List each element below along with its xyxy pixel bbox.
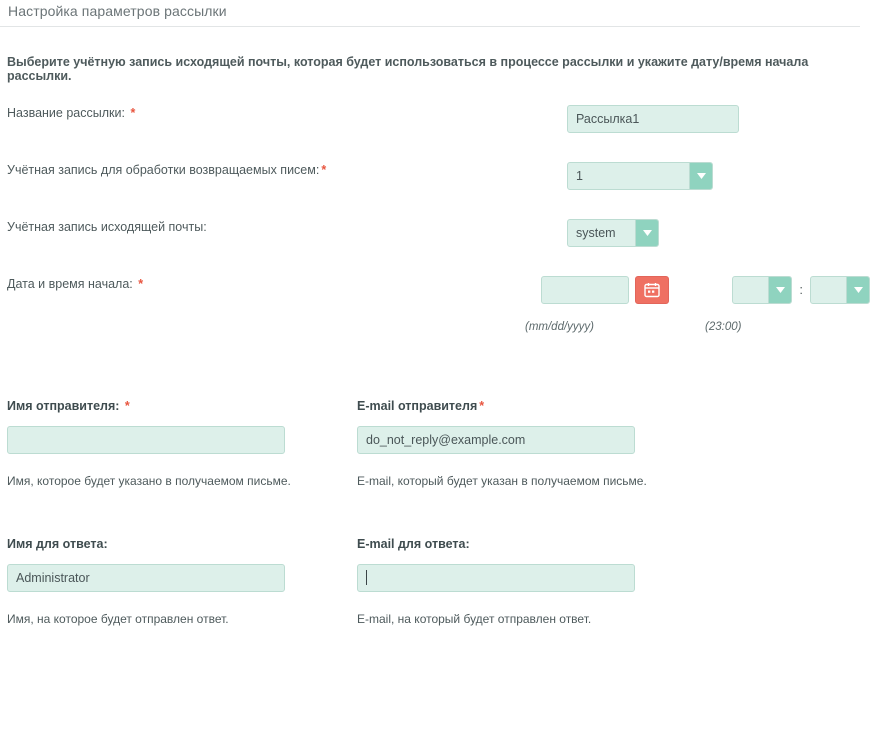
calendar-icon[interactable]	[635, 276, 669, 304]
start-datetime-label	[0, 276, 541, 292]
required-mark: *	[130, 106, 136, 120]
start-datetime-label-text: Дата и время начала:	[7, 277, 133, 291]
sender-name-field	[7, 399, 357, 488]
sender-row	[7, 399, 870, 488]
reply-row	[7, 537, 870, 626]
sender-email-note: E-mail, который будет указан в получаемом письме.	[357, 474, 647, 488]
mailing-name-label-text: Название рассылки:	[7, 106, 125, 120]
chevron-down-icon[interactable]	[768, 277, 791, 303]
chevron-down-icon[interactable]	[635, 220, 658, 246]
mailing-name-control	[567, 105, 870, 133]
date-format-hint: (mm/dd/yyyy)	[525, 321, 594, 333]
reply-email-field	[357, 537, 870, 626]
sender-email-input[interactable]	[357, 426, 635, 454]
start-hour-select[interactable]	[732, 276, 792, 304]
page-header	[0, 0, 860, 27]
bounce-account-label-text: Учётная запись для обработки возвращаемых писем:	[7, 163, 320, 177]
start-date-input[interactable]	[541, 276, 629, 304]
outgoing-account-select[interactable]	[567, 219, 659, 247]
bounce-account-label	[0, 162, 567, 178]
reply-email-input-wrap	[357, 564, 635, 592]
time-format-hint: (23:00)	[705, 321, 742, 333]
datetime-hints	[0, 321, 870, 343]
page-title: Настройка параметров рассылки	[8, 3, 227, 19]
text-caret	[366, 570, 367, 585]
sender-name-input[interactable]	[7, 426, 285, 454]
outgoing-account-control	[567, 219, 870, 247]
row-outgoing-account	[0, 219, 870, 247]
start-datetime-control	[541, 276, 870, 304]
sender-email-label-text: E-mail отправителя	[357, 399, 478, 413]
sender-name-label	[7, 399, 357, 413]
required-mark: *	[138, 277, 144, 291]
chevron-down-icon[interactable]	[689, 163, 712, 189]
required-mark: *	[124, 399, 130, 413]
time-separator: :	[799, 282, 803, 297]
reply-email-note: E-mail, на который будет отправлен ответ.	[357, 612, 592, 626]
row-mailing-name	[0, 105, 870, 133]
mailing-name-label	[0, 105, 567, 121]
top-form	[0, 83, 870, 343]
outgoing-account-label-text: Учётная запись исходящей почты:	[7, 220, 207, 234]
outgoing-account-label	[0, 219, 567, 235]
start-minute-value	[811, 277, 846, 303]
row-start-datetime	[0, 276, 870, 304]
row-bounce-account	[0, 162, 870, 190]
reply-email-input[interactable]	[357, 564, 635, 592]
reply-email-label: E-mail для ответа:	[357, 537, 470, 551]
time-pickers	[732, 276, 870, 304]
sender-name-note: Имя, которое будет указано в получаемом письме.	[7, 474, 291, 488]
reply-name-input[interactable]	[7, 564, 285, 592]
outgoing-account-value: system	[576, 226, 616, 240]
bounce-account-value: 1	[576, 169, 583, 183]
intro-text: Выберите учётную запись исходящей почты, которая будет использоваться в процессе рассылки и укажите дату/время начала рассылки.	[7, 55, 809, 83]
mailing-name-input[interactable]	[567, 105, 739, 133]
sender-email-field	[357, 399, 870, 488]
bounce-account-control	[567, 162, 870, 190]
start-minute-select[interactable]	[810, 276, 870, 304]
required-mark: *	[321, 163, 327, 177]
sender-name-label-text: Имя отправителя:	[7, 399, 120, 413]
required-mark: *	[479, 399, 485, 413]
sender-block	[0, 399, 870, 626]
start-hour-value	[733, 277, 768, 303]
reply-name-field	[7, 537, 357, 626]
bounce-account-select[interactable]	[567, 162, 713, 190]
reply-name-note: Имя, на которое будет отправлен ответ.	[7, 612, 229, 626]
sender-email-label	[357, 399, 870, 413]
chevron-down-icon[interactable]	[846, 277, 869, 303]
reply-name-label: Имя для ответа:	[7, 537, 108, 551]
